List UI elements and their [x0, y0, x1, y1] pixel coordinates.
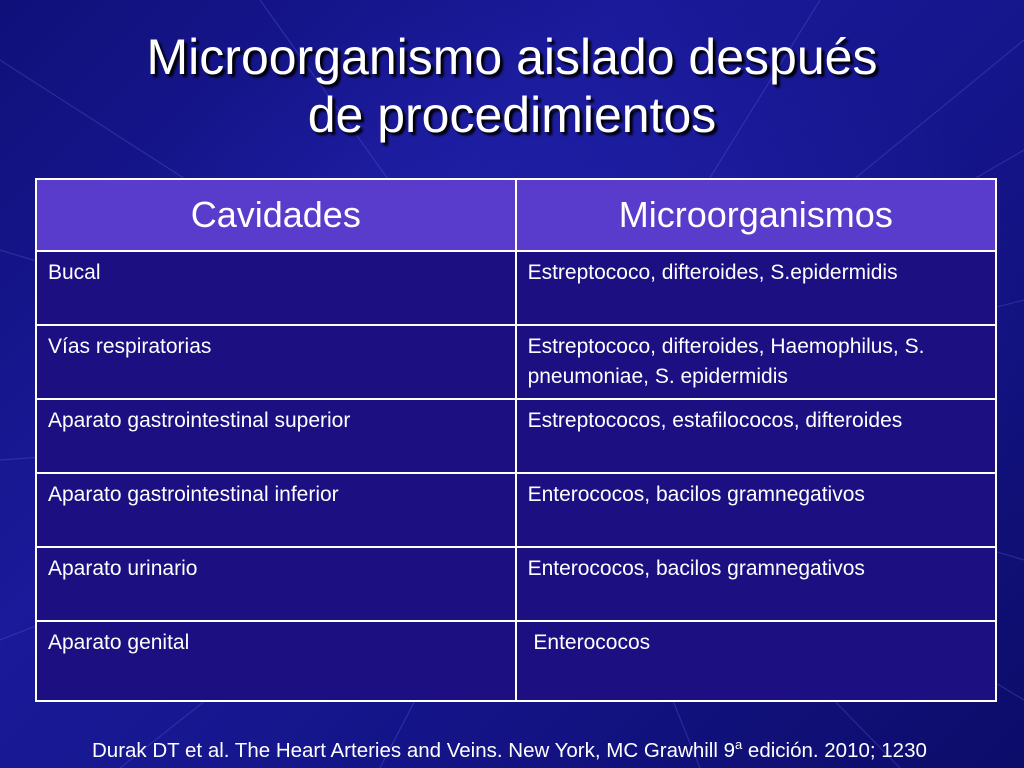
table-row	[36, 621, 996, 701]
slide-title-line-2: de procedimientos	[307, 87, 717, 143]
cell-cavidad: Vías respiratorias	[36, 325, 516, 399]
column-header-microorganismos: Microorganismos	[516, 179, 996, 251]
cell-microorganismos: Enterococos, bacilos gramnegativos	[516, 547, 996, 621]
microorganism-table	[35, 178, 997, 702]
table-row	[36, 325, 996, 399]
cell-microorganismos: Estreptococo, difteroides, S.epidermidis	[516, 251, 996, 325]
table-row	[36, 251, 996, 325]
cell-microorganismos: Enterococos	[516, 621, 996, 701]
citation-superscript: a	[735, 737, 743, 752]
cell-cavidad: Aparato gastrointestinal superior	[36, 399, 516, 473]
cell-microorganismos: Estreptococo, difteroides, Haemophilus, S. pneumoniae, S. epidermidis	[516, 325, 996, 399]
citation-text-end: edición. 2010; 1230	[742, 739, 927, 762]
cell-microorganismos: Enterococos, bacilos gramnegativos	[516, 473, 996, 547]
table-row	[36, 473, 996, 547]
table-row	[36, 399, 996, 473]
slide-title	[0, 28, 1024, 144]
column-header-cavidades: Cavidades	[36, 179, 516, 251]
citation-text: Durak DT et al. The Heart Arteries and Veins. New York, MC Grawhill 9	[92, 739, 735, 762]
cell-microorganismos: Estreptococos, estafilococos, difteroides	[516, 399, 996, 473]
cell-cavidad: Bucal	[36, 251, 516, 325]
cell-cavidad: Aparato genital	[36, 621, 516, 701]
cell-cavidad: Aparato urinario	[36, 547, 516, 621]
table-row	[36, 547, 996, 621]
table-header-row	[36, 179, 996, 251]
cell-cavidad: Aparato gastrointestinal inferior	[36, 473, 516, 547]
slide-title-line-1: Microorganismo aislado después	[146, 29, 878, 85]
citation-footer	[92, 737, 927, 763]
